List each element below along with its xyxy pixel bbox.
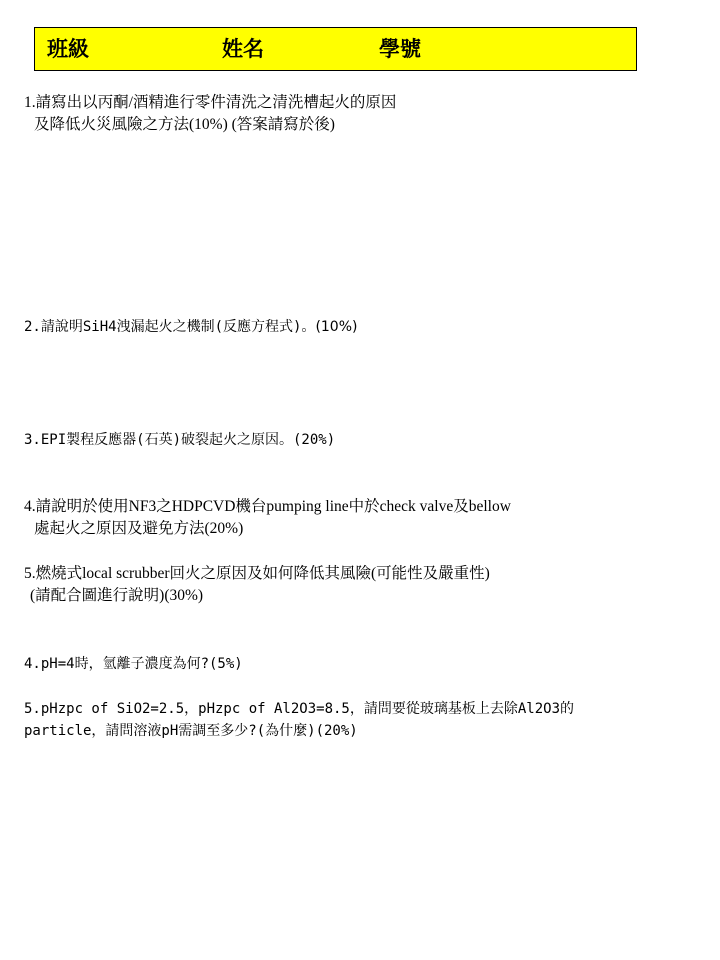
question-4-line-2: 處起火之原因及避免方法(20%) <box>34 520 244 537</box>
question-4-line-1: 4.請說明於使用NF3之HDPCVD機台pumping line中於check valve及bellow <box>24 498 511 515</box>
question-2-text: 2.請說明SiH4洩漏起火之機制(反應方程式)。 <box>24 319 316 335</box>
question-7-line-2: particle，請問溶液pH需調至多少?(為什麼)(20%) <box>24 723 358 739</box>
question-5-line-1: 5.燃燒式local scrubber回火之原因及如何降低其風險(可能性及嚴重性) <box>24 565 490 582</box>
student-id-label: 學號 <box>379 37 421 61</box>
question-7-line-1: 5.pHzpc of SiO2=2.5，pHzpc of Al2O3=8.5，請問要從玻璃基板上去除Al2O3的 <box>24 701 575 717</box>
question-2 <box>24 316 357 338</box>
question-3-line-1: 3.EPI製程反應器(石英)破裂起火之原因。(20%) <box>24 432 336 448</box>
question-6 <box>24 653 243 675</box>
question-3 <box>24 429 335 451</box>
question-6-line-1: 4.pH=4時，氫離子濃度為何?(5%) <box>24 656 243 672</box>
class-label: 班級 <box>47 37 89 61</box>
question-7 <box>24 698 574 742</box>
name-label: 姓名 <box>222 37 264 61</box>
question-5-line-2: (請配合圖進行說明)(30%) <box>30 587 204 604</box>
question-4 <box>24 496 511 540</box>
question-1-line-1: 1.請寫出以丙酮/酒精進行零件清洗之清洗槽起火的原因 <box>24 94 397 111</box>
student-info-header <box>34 27 637 71</box>
question-2-score: (10%) <box>315 319 358 335</box>
question-1-line-2: 及降低火災風險之方法(10%) (答案請寫於後) <box>34 116 335 133</box>
question-5 <box>24 563 490 607</box>
question-1 <box>24 92 396 136</box>
